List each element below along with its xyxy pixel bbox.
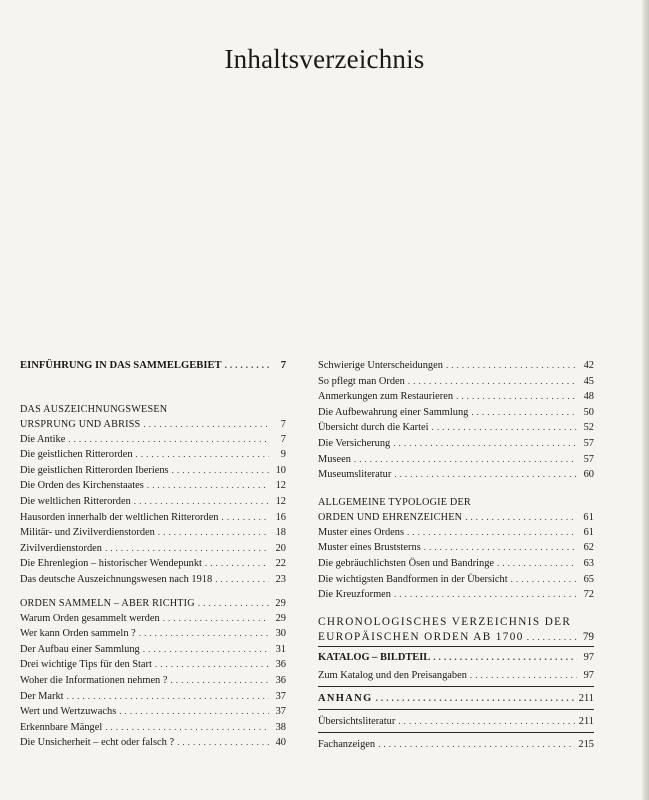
- toc-entry-title: So pflegt man Orden: [318, 375, 405, 387]
- toc-entry-title: Die geistlichen Ritterorden Iberiens: [20, 464, 169, 476]
- toc-right-column: [318, 358, 594, 754]
- toc-entry: [318, 556, 594, 572]
- dot-leader: [163, 611, 269, 627]
- toc-entry-title: Fachanzeigen: [318, 738, 376, 750]
- toc-entry-title: Museumsliteratur: [318, 469, 392, 481]
- toc-entry-title: EINFÜHRUNG IN DAS SAMMELGEBIET: [20, 360, 222, 371]
- toc-entry-title: ANHANG: [318, 692, 373, 704]
- toc-entry-page: 62: [583, 542, 594, 554]
- toc-entry-title: URSPRUNG UND ABRISS: [20, 418, 141, 430]
- dot-leader: [143, 642, 269, 658]
- toc-entry-page: 79: [582, 630, 594, 643]
- dot-leader: [198, 596, 269, 611]
- toc-entry: [20, 525, 286, 541]
- toc-entry: [20, 720, 286, 736]
- toc-entry-title: Die Unsicherheit – echt oder falsch ?: [20, 737, 175, 749]
- dot-leader: [143, 417, 269, 432]
- dot-leader: [119, 704, 269, 720]
- dot-leader: [136, 447, 269, 463]
- toc-entry-page: 7: [280, 418, 286, 430]
- dot-leader: [155, 657, 269, 673]
- toc-entry: [318, 405, 594, 421]
- dot-leader: [68, 432, 269, 448]
- toc-entry-title: Muster eines Ordens: [318, 526, 404, 538]
- toc-entry-page: 29: [275, 612, 286, 624]
- toc-entry-title: Militär- und Zivilverdienstorden: [20, 527, 155, 539]
- toc-entry: [20, 611, 286, 627]
- toc-entry: [20, 447, 286, 463]
- toc-entry-page: 9: [280, 449, 286, 461]
- dot-leader: [376, 689, 576, 708]
- toc-entry: [20, 689, 286, 705]
- dot-leader: [105, 541, 269, 557]
- dot-leader: [158, 525, 269, 541]
- toc-entry: [20, 642, 286, 658]
- toc-entry-page: 31: [275, 643, 286, 655]
- toc-entry-title: Wert und Wertzuwachs: [20, 706, 117, 718]
- toc-entry-title: Das deutsche Auszeichnungswesen nach 1918: [20, 573, 213, 585]
- dot-leader: [147, 478, 269, 494]
- toc-entry-title: Zivilverdienstorden: [20, 542, 102, 554]
- toc-entry-title: Die geistlichen Ritterorden: [20, 449, 133, 461]
- dot-leader: [424, 540, 577, 556]
- toc-entry-title: ORDEN SAMMELN – ABER RICHTIG: [20, 597, 195, 609]
- toc-entry: [20, 735, 286, 751]
- toc-entry-title: Die Orden des Kirchenstaates: [20, 480, 144, 492]
- dot-leader: [471, 405, 577, 421]
- toc-entry-katalog: [318, 649, 594, 666]
- toc-entry: [318, 374, 594, 390]
- dot-leader: [177, 735, 269, 751]
- toc-entry-page: 61: [583, 511, 594, 523]
- toc-entry-title: Warum Orden gesammelt werden: [20, 612, 160, 624]
- toc-entry: [318, 572, 594, 588]
- toc-entry-page: 10: [275, 464, 286, 476]
- toc-entry: [318, 420, 594, 436]
- toc-entry-page: 38: [275, 721, 286, 733]
- toc-entry: [20, 572, 286, 588]
- toc-entry-page: 23: [275, 573, 286, 585]
- toc-entry-page: 18: [275, 527, 286, 539]
- toc-entry-page: 42: [583, 360, 594, 371]
- toc-entry-page: 29: [275, 597, 286, 609]
- toc-entry: [20, 478, 286, 494]
- dot-leader: [432, 420, 577, 436]
- toc-entry: [318, 735, 594, 754]
- toc-entry-page: 12: [275, 495, 286, 507]
- dot-leader: [205, 556, 269, 572]
- toc-entry-page: 63: [583, 557, 594, 569]
- toc-entry-page: 65: [583, 573, 594, 585]
- toc-entry-page: 16: [275, 511, 286, 523]
- toc-entry-page: 30: [275, 628, 286, 640]
- toc-entry-title: ORDEN UND EHRENZEICHEN: [318, 511, 463, 523]
- toc-entry: [318, 358, 594, 374]
- toc-entry-title: Die Versicherung: [318, 437, 391, 449]
- dot-leader: [172, 463, 269, 479]
- dot-leader: [393, 436, 577, 452]
- toc-entry-title: Die Antike: [20, 433, 66, 445]
- toc-entry-page: 40: [275, 737, 286, 749]
- toc-entry-title: Zum Katalog und den Preisangaben: [318, 669, 467, 681]
- dot-leader: [354, 452, 577, 468]
- toc-entry-title: Der Aufbau einer Sammlung: [20, 643, 140, 655]
- dot-leader: [456, 389, 577, 405]
- toc-entry: [318, 389, 594, 405]
- toc-entry-title: Wer kann Orden sammeln ?: [20, 628, 136, 640]
- toc-entry-page: 20: [275, 542, 286, 554]
- page-edge-shadow: [642, 0, 649, 800]
- toc-entry-page: 61: [583, 526, 594, 538]
- dot-leader: [408, 374, 577, 390]
- toc-entry-title: Die Ehrenlegion – historischer Wendepunkt: [20, 558, 202, 570]
- dot-leader: [470, 666, 577, 685]
- dot-leader: [433, 649, 577, 666]
- toc-entry-title: Die weltlichen Ritterorden: [20, 495, 131, 507]
- toc-entry: [20, 673, 286, 689]
- section-heading-chrono: [318, 630, 594, 647]
- toc-entry-title: Der Markt: [20, 690, 64, 702]
- toc-entry: [318, 436, 594, 452]
- toc-entry-page: 36: [275, 674, 286, 686]
- toc-entry-page: 50: [583, 406, 594, 418]
- dot-leader: [170, 673, 269, 689]
- page-title: Inhaltsverzeichnis: [224, 44, 425, 74]
- toc-entry: [20, 657, 286, 673]
- toc-entry: [318, 712, 594, 733]
- toc-entry-title: Schwierige Unterscheidungen: [318, 360, 443, 371]
- toc-entry-page: 97: [583, 669, 594, 681]
- section-heading: CHRONOLOGISCHES VERZEICHNIS DER: [318, 615, 572, 628]
- toc-entry-intro: [20, 358, 286, 374]
- toc-entry-anhang: [318, 689, 594, 710]
- toc-entry-page: 37: [275, 690, 286, 702]
- section-subheading: [318, 510, 594, 525]
- toc-entry-page: 45: [583, 375, 594, 387]
- toc-entry-title: Übersicht durch die Kartei: [318, 422, 429, 434]
- toc-entry-page: 215: [578, 738, 594, 750]
- toc-entry-title: Drei wichtige Tips für den Start: [20, 659, 152, 671]
- toc-entry-page: 48: [583, 391, 594, 403]
- dot-leader: [398, 712, 575, 731]
- toc-entry: [20, 510, 286, 526]
- toc-entry: [20, 556, 286, 572]
- toc-entry: [318, 587, 594, 603]
- toc-entry: [20, 432, 286, 448]
- toc-entry-page: 211: [578, 715, 594, 727]
- toc-entry-title: Woher die Informationen nehmen ?: [20, 674, 168, 686]
- toc-entry-title: KATALOG – BILDTEIL: [318, 651, 431, 663]
- toc-entry-page: 57: [583, 437, 594, 449]
- toc-entry-page: 22: [275, 558, 286, 570]
- toc-entry: [20, 494, 286, 510]
- toc-entry-title: Anmerkungen zum Restaurieren: [318, 391, 454, 403]
- section-heading: ALLGEMEINE TYPOLOGIE DER: [318, 496, 471, 508]
- dot-leader: [394, 467, 577, 483]
- dot-leader: [511, 572, 577, 588]
- toc-entry-title: Hausorden innerhalb der weltlichen Ritterorden: [20, 511, 219, 523]
- toc-entry-page: 72: [583, 589, 594, 601]
- toc-entry: [20, 626, 286, 642]
- dot-leader: [446, 358, 577, 374]
- toc-entry: [318, 525, 594, 541]
- toc-entry: [318, 467, 594, 483]
- dot-leader: [139, 626, 269, 642]
- toc-entry-page: 36: [275, 659, 286, 671]
- dot-leader: [407, 525, 577, 541]
- toc-entry-title: Muster eines Bruststerns: [318, 542, 421, 554]
- dot-leader: [225, 358, 269, 374]
- section-heading: DAS AUSZEICHNUNGSWESEN: [20, 403, 168, 415]
- toc-entry-page: 60: [583, 469, 594, 481]
- dot-leader: [378, 735, 575, 754]
- toc-entry: [20, 463, 286, 479]
- dot-leader: [465, 510, 577, 525]
- toc-entry: [20, 704, 286, 720]
- section-heading: [20, 596, 286, 611]
- toc-entry: [20, 541, 286, 557]
- dot-leader: [394, 587, 577, 603]
- toc-entry-title: Die Aufbewahrung einer Sammlung: [318, 406, 469, 418]
- toc-entry: [318, 540, 594, 556]
- toc-entry-page: 37: [275, 706, 286, 718]
- dot-leader: [105, 720, 269, 736]
- toc-entry-page: 12: [275, 480, 286, 492]
- toc-entry-title: Die Kreuzformen: [318, 589, 391, 601]
- toc-entry-page: 57: [583, 453, 594, 465]
- toc-entry: [318, 452, 594, 468]
- toc-entry-title: Erkennbare Mängel: [20, 721, 103, 733]
- toc-entry-title: Die wichtigsten Bandformen in der Übersicht: [318, 573, 508, 585]
- section-subheading: [20, 417, 286, 432]
- dot-leader: [215, 572, 269, 588]
- toc-entry-title: Übersichtsliteratur: [318, 715, 396, 727]
- toc-entry-page: 97: [583, 651, 594, 663]
- dot-leader: [527, 630, 577, 645]
- toc-entry-page: 52: [583, 422, 594, 434]
- toc-entry-page: 211: [578, 692, 594, 704]
- dot-leader: [134, 494, 269, 510]
- dot-leader: [497, 556, 577, 572]
- toc-entry-title: Museen: [318, 453, 351, 465]
- toc-entry-page: 7: [280, 433, 286, 445]
- toc-entry-title: Die gebräuchlichsten Ösen und Bandringe: [318, 557, 495, 569]
- dot-leader: [222, 510, 269, 526]
- dot-leader: [67, 689, 269, 705]
- toc-entry-page: 7: [280, 360, 286, 371]
- toc-left-column: [20, 358, 286, 751]
- toc-entry-title: EUROPÄISCHEN ORDEN AB 1700: [318, 630, 524, 643]
- toc-entry: [318, 666, 594, 687]
